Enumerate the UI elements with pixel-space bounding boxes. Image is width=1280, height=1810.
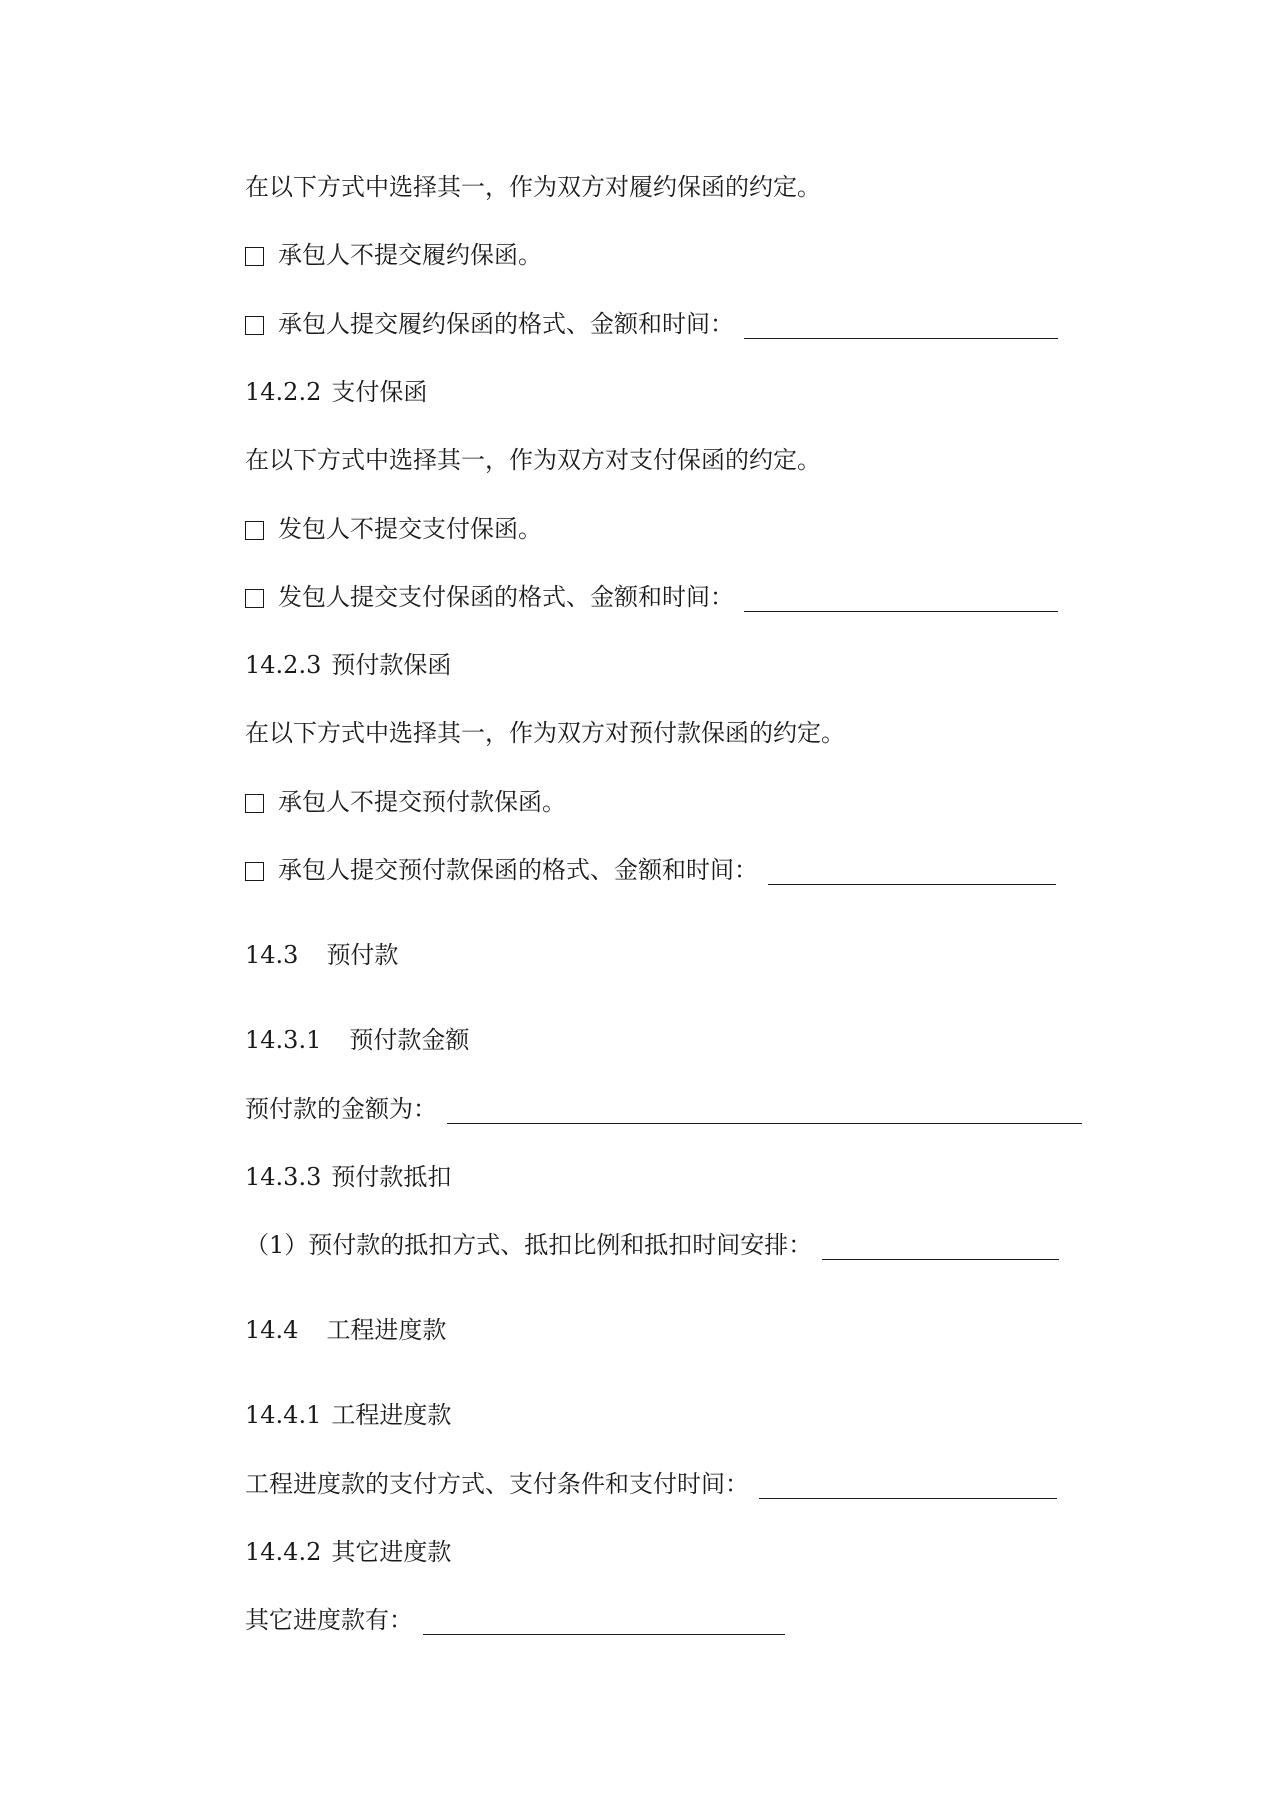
field-label: （1）预付款的抵扣方式、抵扣比例和抵扣时间安排： — [245, 1231, 813, 1259]
option-submit-payment-guarantee — [245, 580, 1085, 614]
heading-14-4-2 — [245, 1535, 1085, 1569]
paragraph-performance-guarantee-intro — [245, 170, 1085, 204]
heading-14-2-3 — [245, 648, 1085, 682]
section-title: 其它进度款 — [331, 1538, 452, 1566]
heading-14-4 — [245, 1313, 1085, 1347]
option-text: 承包人提交预付款保函的格式、金额和时间： — [278, 856, 758, 884]
option-submit-performance-guarantee — [245, 307, 1085, 341]
fill-in-blank[interactable] — [768, 858, 1056, 885]
heading-14-3-1 — [245, 1023, 1085, 1057]
advance-deduction-line — [245, 1228, 1085, 1262]
checkbox[interactable] — [245, 589, 264, 608]
fill-in-blank[interactable] — [759, 1472, 1057, 1499]
section-number: 14.4.2 — [245, 1538, 322, 1566]
section-title: 预付款保函 — [331, 651, 452, 679]
heading-14-4-1 — [245, 1398, 1085, 1432]
checkbox[interactable] — [245, 794, 264, 813]
fill-in-blank[interactable] — [744, 585, 1058, 612]
section-title: 预付款抵扣 — [331, 1163, 452, 1191]
fill-in-blank[interactable] — [423, 1608, 785, 1635]
section-number: 14.3.1 — [245, 1026, 322, 1054]
heading-14-3 — [245, 938, 1085, 972]
field-label: 工程进度款的支付方式、支付条件和支付时间： — [245, 1470, 749, 1498]
option-no-performance-guarantee — [245, 238, 1085, 272]
option-text: 发包人提交支付保函的格式、金额和时间： — [278, 583, 734, 611]
section-number: 14.3.3 — [245, 1163, 322, 1191]
fill-in-blank[interactable] — [822, 1233, 1059, 1260]
checkbox[interactable] — [245, 862, 264, 881]
section-number: 14.2.3 — [245, 651, 322, 679]
section-title: 工程进度款 — [326, 1316, 447, 1344]
paragraph-text: 在以下方式中选择其一，作为双方对支付保函的约定。 — [245, 446, 821, 474]
section-title: 工程进度款 — [331, 1401, 452, 1429]
option-text: 发包人不提交支付保函。 — [278, 515, 542, 543]
option-text: 承包人不提交履约保函。 — [278, 241, 542, 269]
option-no-advance-guarantee — [245, 785, 1085, 819]
section-number: 14.3 — [245, 941, 299, 969]
advance-amount-line — [245, 1092, 1085, 1126]
option-submit-advance-guarantee — [245, 853, 1085, 887]
checkbox[interactable] — [245, 316, 264, 335]
progress-payment-line — [245, 1467, 1085, 1501]
section-title: 预付款 — [326, 941, 399, 969]
option-text: 承包人不提交预付款保函。 — [278, 788, 566, 816]
paragraph-text: 在以下方式中选择其一，作为双方对预付款保函的约定。 — [245, 719, 845, 747]
heading-14-2-2 — [245, 375, 1085, 409]
section-number: 14.4.1 — [245, 1401, 322, 1429]
field-label: 其它进度款有： — [245, 1606, 413, 1634]
fill-in-blank[interactable] — [447, 1097, 1082, 1124]
checkbox[interactable] — [245, 521, 264, 540]
section-number: 14.2.2 — [245, 378, 322, 406]
checkbox[interactable] — [245, 247, 264, 266]
section-title: 预付款金额 — [349, 1026, 470, 1054]
other-progress-payment-line — [245, 1603, 1085, 1637]
paragraph-payment-guarantee-intro — [245, 443, 1085, 477]
option-no-payment-guarantee — [245, 512, 1085, 546]
section-number: 14.4 — [245, 1316, 299, 1344]
paragraph-text: 在以下方式中选择其一，作为双方对履约保函的约定。 — [245, 173, 821, 201]
fill-in-blank[interactable] — [744, 312, 1058, 339]
option-text: 承包人提交履约保函的格式、金额和时间： — [278, 310, 734, 338]
field-label: 预付款的金额为： — [245, 1095, 437, 1123]
section-title: 支付保函 — [331, 378, 428, 406]
paragraph-advance-guarantee-intro — [245, 716, 1085, 750]
heading-14-3-3 — [245, 1160, 1085, 1194]
